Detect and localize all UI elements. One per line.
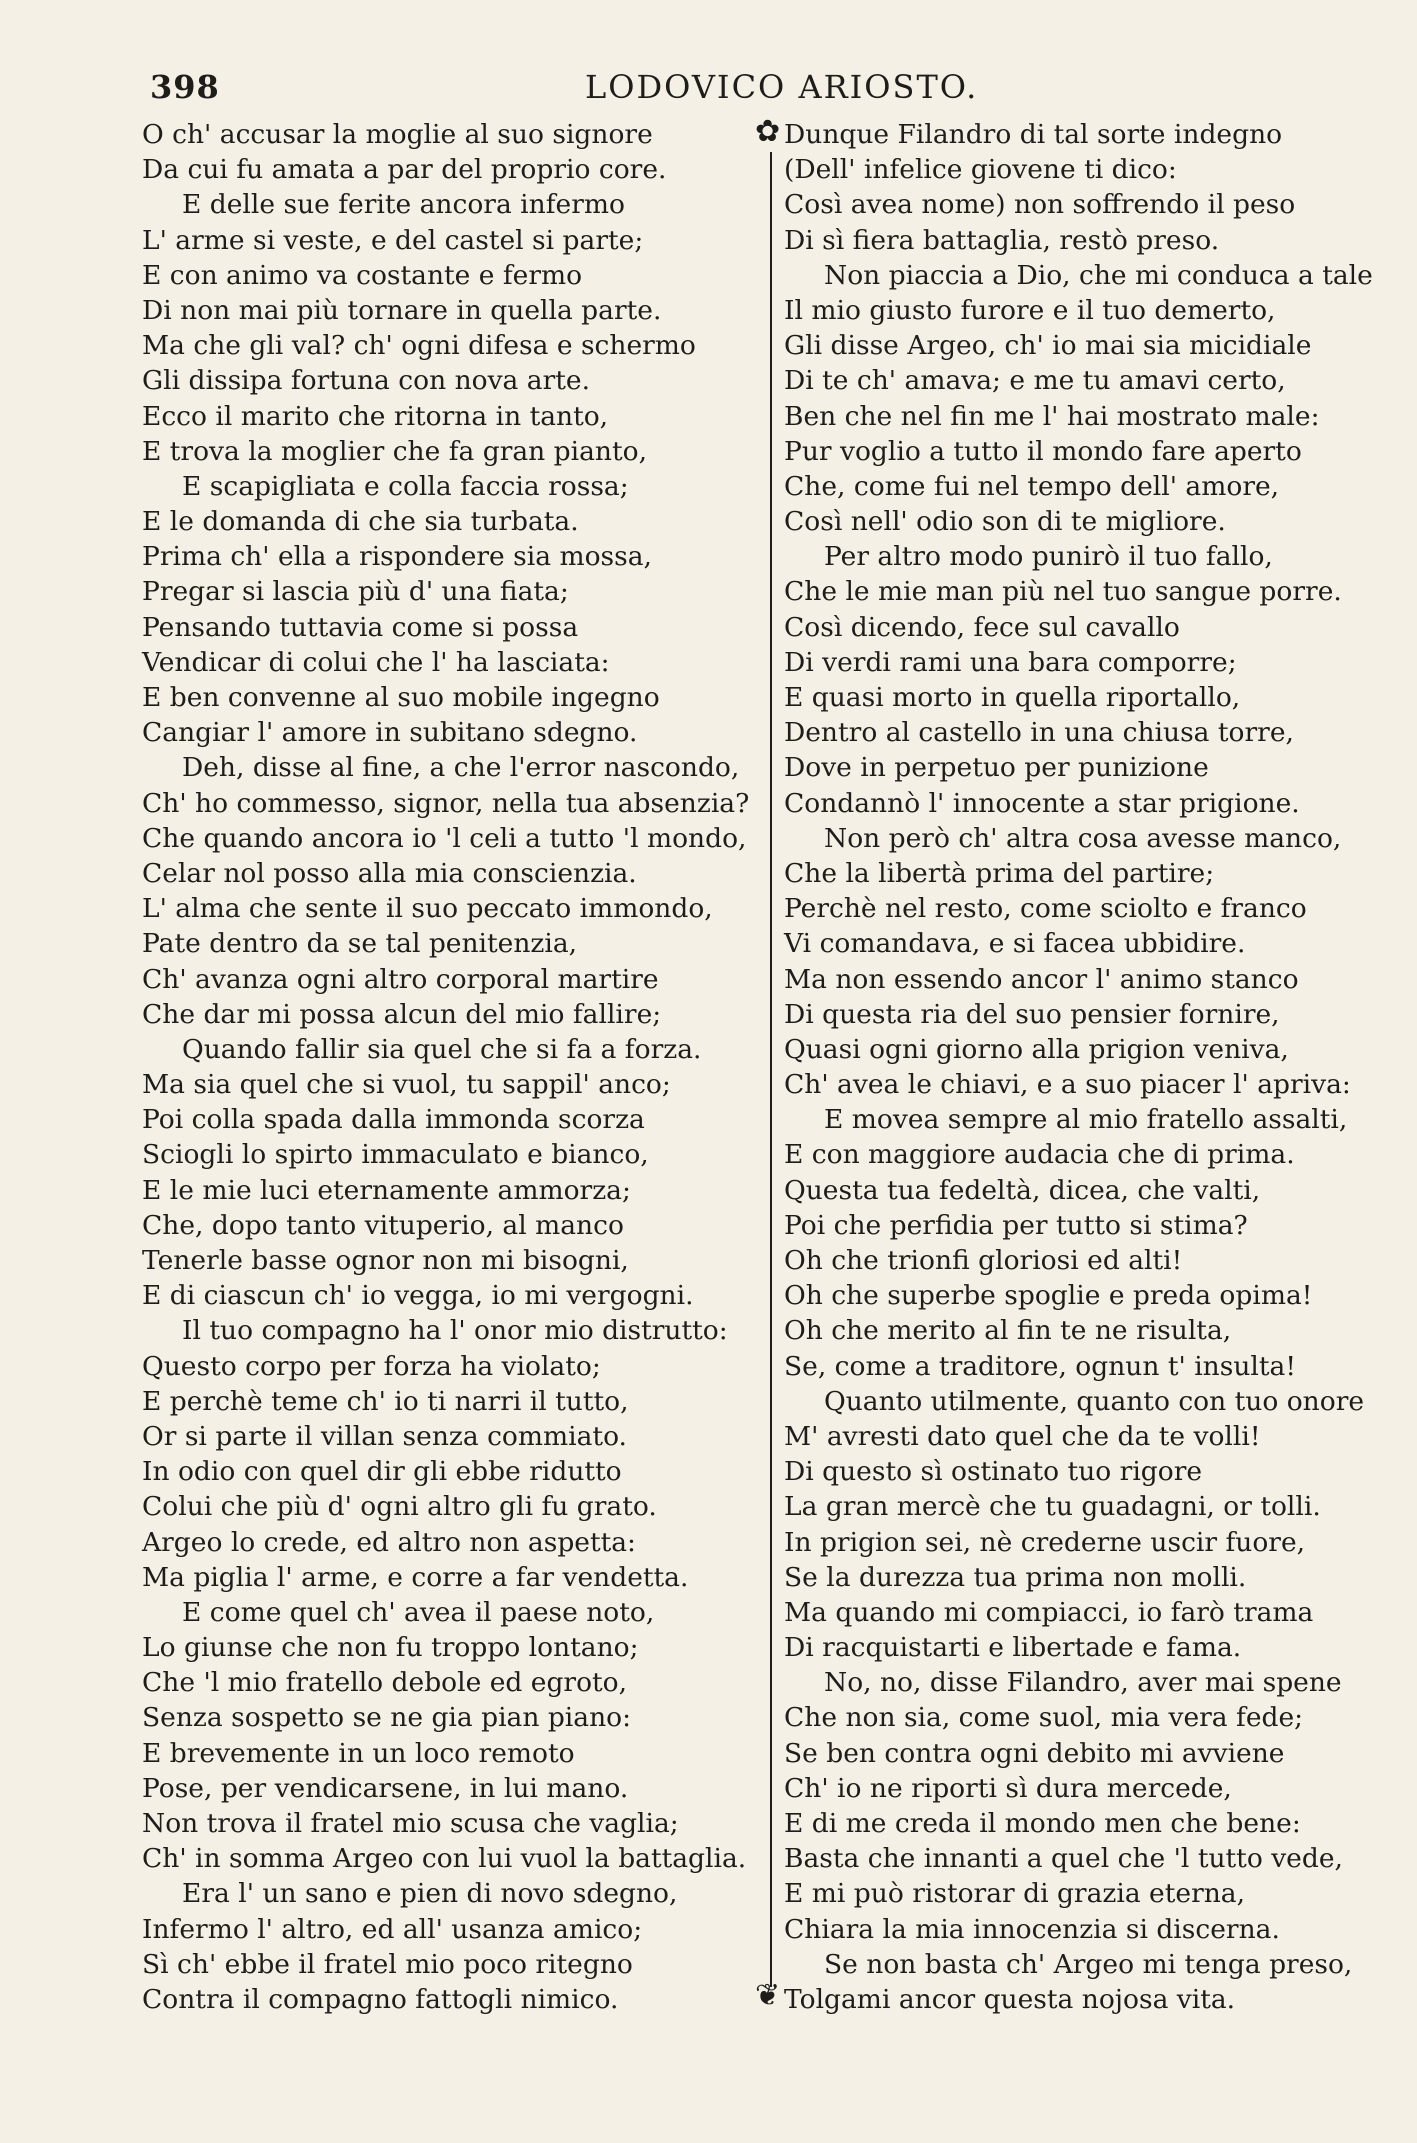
flower-ornament-icon: ✿ xyxy=(755,114,781,149)
verse-line: La gran mercè che tu guadagni, or tolli. xyxy=(784,1491,1321,1523)
verse-line: Pur voglio a tutto il mondo fare aperto xyxy=(784,435,1302,467)
verse-line: E con maggiore audacia che di prima. xyxy=(784,1139,1295,1171)
verse-line: Non però ch' altra cosa avesse manco, xyxy=(824,822,1342,854)
page-number: 398 xyxy=(150,68,220,106)
verse-line: Così nell' odio son di te migliore. xyxy=(784,506,1226,538)
verse-line: Da cui fu amata a par del proprio core. xyxy=(142,154,667,186)
verse-line: E movea sempre al mio fratello assalti, xyxy=(824,1104,1348,1136)
verse-line: Era l' un sano e pien di novo sdegno, xyxy=(182,1878,678,1910)
verse-line: Quanto utilmente, quanto con tuo onore xyxy=(824,1385,1365,1417)
verse-line: In prigion sei, nè crederne uscir fuore, xyxy=(784,1526,1306,1558)
verse-line: Condannò l' innocente a star prigione. xyxy=(784,787,1300,819)
running-head: LODOVICO ARIOSTO. xyxy=(585,68,979,106)
verse-line: E ben convenne al suo mobile ingegno xyxy=(142,682,660,713)
verse-line: Deh, disse al fine, a che l'error nascondo, xyxy=(182,752,740,784)
verse-line: Gli dissipa fortuna con nova arte. xyxy=(142,365,591,397)
verse-line: Questo corpo per forza ha violato; xyxy=(142,1350,601,1382)
verse-line: Di questo sì ostinato tuo rigore xyxy=(784,1456,1203,1488)
left-column xyxy=(142,117,752,2017)
verse-line: L' arme si veste, e del castel si parte; xyxy=(142,224,644,256)
verse-line: Di racquistarti e libertade e fama. xyxy=(784,1632,1242,1664)
verse-line: Non piaccia a Dio, che mi conduca a tale xyxy=(824,259,1373,291)
verse-line: Di sì fiera battaglia, restò preso. xyxy=(784,224,1220,256)
verse-line: Celar nol posso alla mia conscienzia. xyxy=(142,857,637,889)
verse-line: L' alma che sente il suo peccato immondo, xyxy=(142,893,713,925)
verse-line: E quasi morto in quella riportallo, xyxy=(784,682,1241,713)
verse-line: Di te ch' amava; e me tu amavi certo, xyxy=(784,365,1286,397)
verse-line: Tolgami ancor questa nojosa vita. xyxy=(784,1983,1236,2015)
verse-line: Perchè nel resto, come sciolto e franco xyxy=(784,893,1307,925)
verse-line: Ch' io ne riporti sì dura mercede, xyxy=(784,1772,1232,1804)
verse-line: Vi comandava, e si facea ubbidire. xyxy=(784,928,1246,960)
verse-line: Vendicar di colui che l' ha lasciata: xyxy=(142,646,610,678)
verse-line: Pensando tuttavia come si possa xyxy=(142,611,579,643)
verse-line: Pregar si lascia più d' una fiata; xyxy=(142,576,569,608)
verse-line: Sciogli lo spirto immaculato e bianco, xyxy=(142,1139,649,1171)
verse-line: Pate dentro da se tal penitenzia, xyxy=(142,928,578,960)
verse-line: Così dicendo, fece sul cavallo xyxy=(784,611,1180,643)
verse-line: Di verdi rami una bara comporre; xyxy=(784,646,1237,678)
verse-line: E come quel ch' avea il paese noto, xyxy=(182,1596,655,1628)
verse-line: Infermo l' altro, ed all' usanza amico; xyxy=(142,1913,643,1945)
verse-line: Che, come fui nel tempo dell' amore, xyxy=(784,470,1280,502)
verse-line: E delle sue ferite ancora infermo xyxy=(182,189,625,221)
verse-line: Gli disse Argeo, ch' io mai sia micidiale xyxy=(784,330,1312,362)
verse-line: Non trova il fratel mio scusa che vaglia; xyxy=(142,1808,679,1839)
verse-line: Oh che superbe spoglie e preda opima! xyxy=(784,1280,1313,1312)
verse-line: Lo giunse che non fu troppo lontano; xyxy=(142,1632,639,1664)
verse-line: Ch' ho commesso, signor, nella tua absenzia? xyxy=(142,787,750,819)
verse-line: Questa tua fedeltà, dicea, che valti, xyxy=(784,1174,1261,1206)
verse-line: E le mie luci eternamente ammorza; xyxy=(142,1174,631,1206)
verse-line: Se, come a traditore, ognun t' insulta! xyxy=(784,1350,1296,1382)
verse-line: Il mio giusto furore e il tuo demerto, xyxy=(784,294,1276,326)
verse-line: Dove in perpetuo per punizione xyxy=(784,752,1209,784)
verse-line: Oh che merito al fin te ne risulta, xyxy=(784,1315,1232,1347)
verse-line: E mi può ristorar di grazia eterna, xyxy=(784,1878,1246,1910)
verse-line: Se ben contra ogni debito mi avviene xyxy=(784,1737,1285,1769)
verse-line: Che la libertà prima del partire; xyxy=(784,857,1215,889)
verse-line: E con animo va costante e fermo xyxy=(142,259,583,291)
verse-line: Contra il compagno fattogli nimico. xyxy=(142,1983,619,2015)
verse-line: Ecco il marito che ritorna in tanto, xyxy=(142,400,609,432)
verse-line: E scapigliata e colla faccia rossa; xyxy=(182,470,629,502)
verse-line: Basta che innanti a quel che 'l tutto vede, xyxy=(784,1843,1343,1875)
verse-line: Ben che nel fin me l' hai mostrato male: xyxy=(784,400,1320,432)
verse-line: O ch' accusar la moglie al suo signore xyxy=(142,119,653,150)
verse-line: Prima ch' ella a rispondere sia mossa, xyxy=(142,541,652,573)
verse-line: Ma non essendo ancor l' animo stanco xyxy=(784,963,1299,995)
verse-line: Ma che gli val? ch' ogni difesa e schermo xyxy=(142,330,696,362)
verse-line: Oh che trionfi gloriosi ed alti! xyxy=(784,1245,1183,1276)
verse-line: Tenerle basse ognor non mi bisogni, xyxy=(142,1245,629,1276)
right-column xyxy=(784,117,1394,2017)
verse-line: Di questa ria del suo pensier fornire, xyxy=(784,998,1280,1030)
verse-line: Poi che perfidia per tutto si stima? xyxy=(784,1209,1248,1241)
verse-line: (Dell' infelice giovene ti dico: xyxy=(784,154,1177,186)
verse-line: Se la durezza tua prima non molli. xyxy=(784,1561,1247,1593)
verse-line: Per altro modo punirò il tuo fallo, xyxy=(824,541,1273,573)
verse-line: E perchè teme ch' io ti narri il tutto, xyxy=(142,1385,629,1417)
verse-line: Ma piglia l' arme, e corre a far vendetta. xyxy=(142,1561,689,1593)
verse-line: Sì ch' ebbe il fratel mio poco ritegno xyxy=(142,1948,633,1980)
verse-line: Or si parte il villan senza commiato. xyxy=(142,1420,627,1452)
verse-line: Colui che più d' ogni altro gli fu grato. xyxy=(142,1491,657,1523)
column-divider-rule xyxy=(770,152,772,1987)
verse-line: Il tuo compagno ha l' onor mio distrutto: xyxy=(182,1315,728,1347)
verse-line: Ch' avea le chiavi, e a suo piacer l' apriva: xyxy=(784,1069,1351,1101)
verse-line: Che non sia, come suol, mia vera fede; xyxy=(784,1702,1304,1734)
verse-line: Ma quando mi compiacci, io farò trama xyxy=(784,1596,1314,1628)
verse-line: E trova la moglier che fa gran pianto, xyxy=(142,435,648,467)
verse-line: Ma sia quel che si vuol, tu sappil' anco; xyxy=(142,1069,671,1101)
verse-line: E le domanda di che sia turbata. xyxy=(142,506,579,538)
verse-line: E brevemente in un loco remoto xyxy=(142,1737,575,1769)
verse-line: E di ciascun ch' io vegga, io mi vergogni. xyxy=(142,1280,694,1312)
verse-line: Quando fallir sia quel che si fa a forza. xyxy=(182,1033,702,1065)
verse-line: Dentro al castello in una chiusa torre, xyxy=(784,717,1294,749)
verse-line: Che le mie man più nel tuo sangue porre. xyxy=(784,576,1342,608)
verse-line: Ch' avanza ogni altro corporal martire xyxy=(142,963,659,995)
verse-line: Senza sospetto se ne gia pian piano: xyxy=(142,1702,632,1734)
verse-line: Poi colla spada dalla immonda scorza xyxy=(142,1104,645,1136)
verse-line: Se non basta ch' Argeo mi tenga preso, xyxy=(824,1948,1353,1980)
verse-line: Pose, per vendicarsene, in lui mano. xyxy=(142,1772,629,1804)
page-header xyxy=(150,68,1300,112)
verse-line: E di me creda il mondo men che bene: xyxy=(784,1808,1301,1839)
leaf-ornament-icon: ❦ xyxy=(755,1978,781,2013)
verse-line: M' avresti dato quel che da te volli! xyxy=(784,1420,1261,1452)
verse-line: Che, dopo tanto vituperio, al manco xyxy=(142,1209,624,1241)
verse-line: Di non mai più tornare in quella parte. xyxy=(142,294,662,326)
verse-line: Che dar mi possa alcun del mio fallire; xyxy=(142,998,662,1030)
verse-line: Chiara la mia innocenzia si discerna. xyxy=(784,1913,1280,1945)
verse-line: No, no, disse Filandro, aver mai spene xyxy=(824,1667,1342,1699)
verse-line: Che quando ancora io 'l celi a tutto 'l mondo, xyxy=(142,822,747,854)
verse-line: Che 'l mio fratello debole ed egroto, xyxy=(142,1667,628,1699)
verse-line: Così avea nome) non soffrendo il peso xyxy=(784,189,1296,221)
verse-line: Ch' in somma Argeo con lui vuol la battaglia. xyxy=(142,1843,747,1875)
verse-line: Cangiar l' amore in subitano sdegno. xyxy=(142,717,638,749)
verse-line: Quasi ogni giorno alla prigion veniva, xyxy=(784,1033,1289,1065)
verse-line: In odio con quel dir gli ebbe ridutto xyxy=(142,1456,622,1488)
verse-line: Argeo lo crede, ed altro non aspetta: xyxy=(142,1526,636,1558)
verse-line: Dunque Filandro di tal sorte indegno xyxy=(784,119,1283,150)
